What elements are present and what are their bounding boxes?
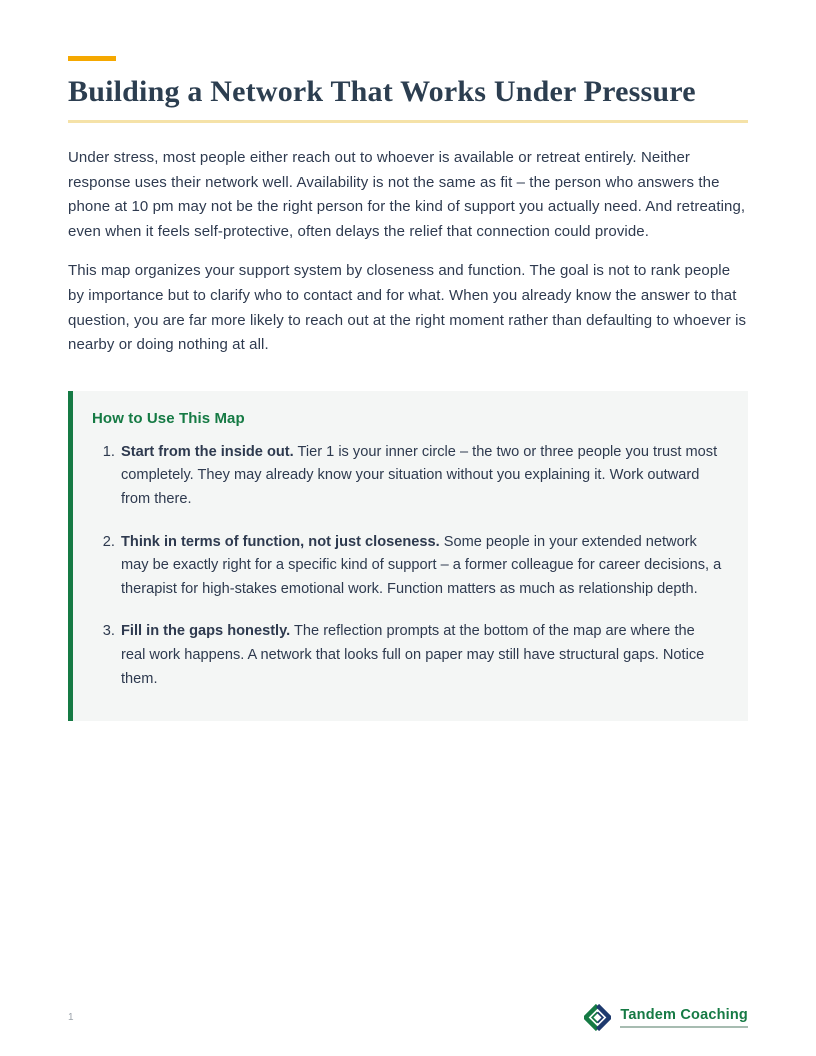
title-accent-bar — [68, 56, 116, 61]
list-item-text: Some people in your extended network may be exactly right for a specific kind of support – a former colleague for career decisions, a therapist for high-stakes emotional work. Function matters as much as relationship depth. — [121, 533, 722, 597]
how-to-use-callout — [68, 391, 748, 721]
list-item — [119, 441, 722, 512]
callout-list — [92, 441, 722, 691]
list-item-text: The reflection prompts at the bottom of the map are where the real work happens. A network that looks full on paper may still have structural gaps. Notice them. — [121, 623, 705, 687]
brand-logo — [584, 1004, 748, 1031]
intro-paragraph-1: Under stress, most people either reach out to whoever is available or retreat entirely. Neither response uses their network well. Availability is not the same as fit – the person who answers the phone at 10 pm may not be the right person for the kind of support you actually need. And retreating, even when it feels self-protective, often delays the relief that connection could provide. — [68, 149, 746, 240]
list-item — [119, 620, 722, 691]
list-item-lead: Fill in the gaps honestly. — [121, 623, 291, 640]
list-item — [119, 531, 722, 602]
page-footer — [68, 998, 748, 1036]
list-item-lead: Start from the inside out. — [121, 443, 294, 460]
list-item-lead: Think in terms of function, not just closeness. — [121, 533, 440, 550]
list-item-text: Tier 1 is your inner circle – the two or three people you trust most completely. They may already know your situation without you explaining it. Work outward from there. — [121, 443, 718, 507]
callout-heading: How to Use This Map — [92, 409, 245, 427]
tandem-diamond-icon — [584, 1004, 611, 1031]
page-title: Building a Network That Works Under Pressure — [68, 75, 748, 123]
brand-name: Tandem Coaching — [620, 1007, 748, 1028]
intro-paragraph-2: This map organizes your support system by closeness and function. The goal is not to rank people by importance but to clarify who to contact and for what. When you already know the answer to that question, you are far more likely to reach out at the right moment rather than defaulting to whoever is nearby or doing nothing at all. — [68, 262, 747, 354]
page-number: 1 — [68, 1011, 74, 1023]
